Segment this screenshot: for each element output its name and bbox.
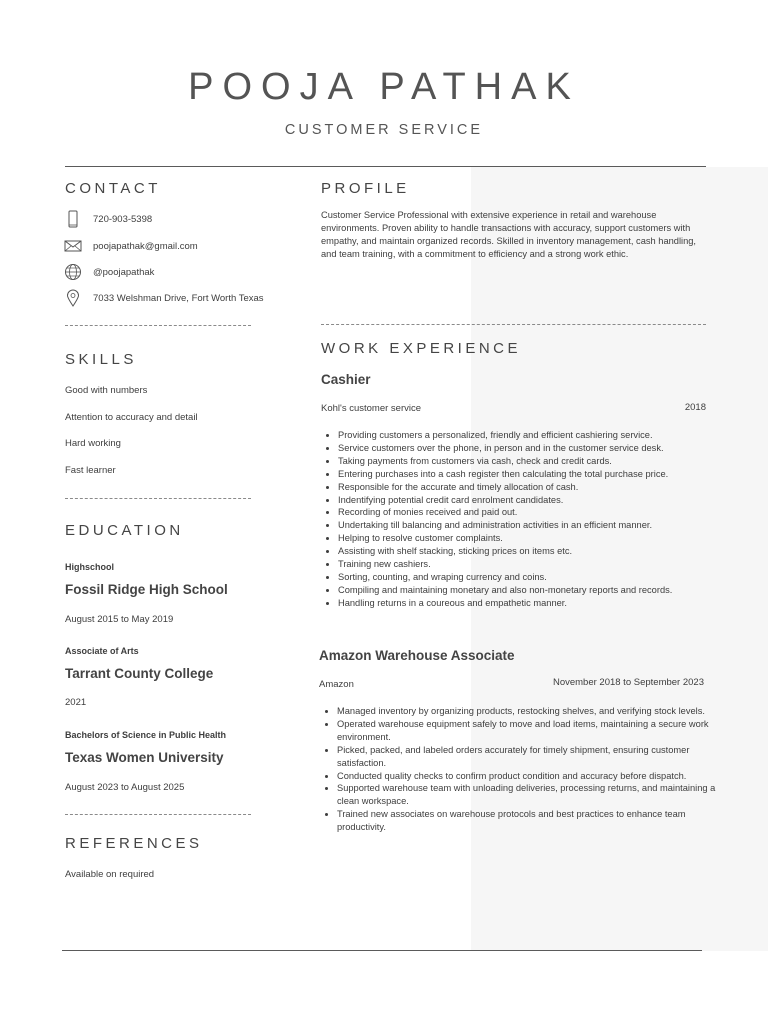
skill-item: Fast learner	[65, 465, 116, 476]
job-title: Cashier	[321, 372, 371, 387]
skill-item: Hard working	[65, 438, 121, 449]
contact-address	[64, 289, 264, 307]
references-text: Available on required	[65, 869, 155, 880]
job-duty: • Undertaking till balancing and administration activities in an efficient manner.	[338, 519, 723, 532]
work-experience-heading: WORK EXPERIENCE	[321, 340, 522, 357]
street-address: 7033 Welshman Drive, Fort Worth Texas	[93, 292, 264, 304]
contact-phone	[64, 210, 152, 228]
job-duty: • Indentifying potential credit card enrolment candidates.	[338, 494, 723, 507]
job-duty: • Operated warehouse equipment safely to move and load items, maintaining a secure work environment.	[337, 718, 721, 744]
job-role: CUSTOMER SERVICE	[284, 122, 484, 138]
education-school: Tarrant County College	[65, 666, 214, 681]
job-duty: • Providing customers a personalized, friendly and efficient cashiering service.	[338, 429, 723, 442]
profile-summary: Customer Service Professional with extensive experience in retail and warehouse environments. Proven ability to handle transactions with accuracy, support customers with empathy, and maintain organized records. Skilled in inventory management, cash handling, and team training, with a commitment to efficiency and a strong work ethic.	[321, 210, 697, 259]
job-duty: • Taking payments from customers via cash, check and credit cards.	[338, 455, 723, 468]
footer-divider	[62, 950, 702, 951]
skills-heading: SKILLS	[65, 351, 137, 368]
job-title: Amazon Warehouse Associate	[319, 648, 515, 663]
job-duty: • Sorting, counting, and wraping currency and coins.	[338, 571, 723, 584]
education-degree: Bachelors of Science in Public Health	[65, 730, 227, 740]
education-school: Fossil Ridge High School	[65, 582, 228, 597]
job-duty: • Trained new associates on warehouse protocols and best practices to enhance team productivity.	[337, 808, 721, 834]
job-duty: • Handling returns in a coureous and empathetic manner.	[338, 597, 723, 610]
skill-item: Attention to accuracy and detail	[65, 412, 198, 423]
job-duty: • Entering purchases into a cash register then calculating the total purchase price.	[338, 468, 723, 481]
education-heading: EDUCATION	[65, 522, 184, 539]
contact-divider	[65, 325, 251, 326]
profile-heading: PROFILE	[321, 180, 410, 197]
globe-icon	[64, 263, 82, 281]
job-duty: • Managed inventory by organizing products, restocking shelves, and verifying stock levels.	[337, 705, 721, 718]
job-company: Kohl's customer service	[321, 403, 422, 414]
education-dates: August 2015 to May 2019	[65, 614, 174, 625]
education-dates: August 2023 to August 2025	[65, 782, 185, 793]
candidate-name: POOJA PATHAK	[188, 66, 580, 108]
job-duty: • Helping to resolve customer complaints.	[338, 532, 723, 545]
skill-item: Good with numbers	[65, 385, 148, 396]
job-duty: • Service customers over the phone, in person and in the customer service desk.	[338, 442, 723, 455]
job-duty: • Picked, packed, and labeled orders accurately for timely shipment, ensuring customer satisfaction.	[337, 744, 721, 770]
education-divider	[65, 814, 251, 815]
job-duties-list	[320, 705, 721, 834]
contact-social	[64, 263, 154, 281]
job-duty: • Training new cashiers.	[338, 558, 723, 571]
education-degree: Highschool	[65, 562, 114, 572]
profile-divider	[321, 324, 706, 325]
social-handle: @poojapathak	[93, 266, 155, 278]
contact-email	[64, 237, 198, 255]
job-dates: 2018	[684, 402, 706, 413]
job-duty: • Supported warehouse team with unloading deliveries, processing returns, and maintaining a clean workspace.	[337, 782, 721, 808]
job-duties-list	[321, 429, 723, 610]
skills-divider	[65, 498, 251, 499]
phone-icon	[64, 210, 82, 228]
job-duty: • Compiling and maintaining monetary and also non-monetary reports and records.	[338, 584, 723, 597]
header-divider	[65, 166, 706, 167]
envelope-icon	[64, 237, 82, 255]
phone-number: 720-903-5398	[93, 213, 153, 225]
references-heading: REFERENCES	[65, 835, 203, 852]
location-pin-icon	[64, 289, 82, 307]
education-degree: Associate of Arts	[65, 646, 139, 656]
job-company: Amazon	[319, 679, 354, 690]
contact-heading: CONTACT	[65, 180, 161, 197]
job-dates: November 2018 to September 2023	[552, 677, 704, 688]
education-dates: 2021	[65, 697, 87, 708]
email-address: poojapathak@gmail.com	[93, 240, 198, 252]
job-duty: • Recording of monies received and paid out.	[338, 506, 723, 519]
job-duty: • Conducted quality checks to confirm product condition and accuracy before dispatch.	[337, 770, 721, 783]
job-duty: • Responsible for the accurate and timely allocation of cash.	[338, 481, 723, 494]
job-duty: • Assisting with shelf stacking, sticking prices on items etc.	[338, 545, 723, 558]
education-school: Texas Women University	[65, 750, 224, 765]
